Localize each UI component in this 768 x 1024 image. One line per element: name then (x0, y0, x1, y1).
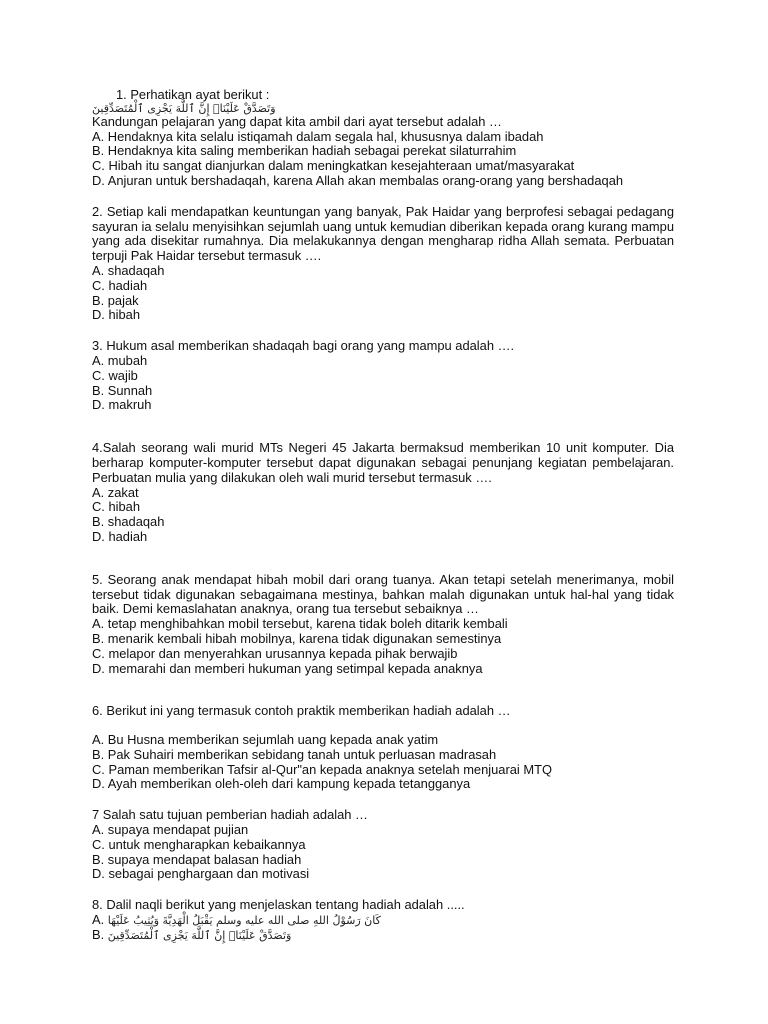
question-7-text: 7 Salah satu tujuan pemberian hadiah adalah … (92, 807, 368, 823)
question-3-option-c: C. wajib (92, 367, 138, 383)
question-4 (92, 441, 674, 545)
question-7-option-c: C. untuk mengharapkan kebaikannya (92, 836, 306, 852)
question-5-option-b: B. menarik kembali hibah mobilnya, karena tidak digunakan semestinya (92, 630, 502, 646)
question-6-option-a: A. Bu Husna memberikan sejumlah uang kepada anak yatim (92, 732, 439, 748)
question-6-stem: Berikut ini yang termasuk contoh praktik memberikan hadiah adalah … (102, 703, 511, 719)
question-7-option-d: D. sebagai penghargaan dan motivasi (92, 866, 310, 882)
question-6 (92, 704, 674, 792)
question-5 (92, 573, 674, 677)
question-6-option-b: B. Pak Suhairi memberikan sebidang tanah untuk perluasan madrasah (92, 746, 497, 762)
question-6-option-d: D. Ayah memberikan oleh-oleh dari kampung kepada tetangganya (92, 776, 471, 792)
question-3-text: 3. Hukum asal memberikan shadaqah bagi orang yang mampu adalah …. (92, 338, 515, 354)
question-4-option-a: A. zakat (92, 484, 139, 500)
question-8-option-a-arabic: كَانَ رَسُوْلُ اللهِ صلى الله عليه وسلم يَقْبَلُ الْهَدِيَّةَ وَيُثِيبُ عَلَيْهَا (107, 914, 381, 928)
question-4-option-c: C. hibah (92, 499, 141, 515)
question-6-option-c: C. Paman memberikan Tafsir al-Qur"an kepada anaknya setelah menjuarai MTQ (92, 761, 553, 777)
question-4-option-d: D. hadiah (92, 528, 148, 544)
question-1-option-b: B. Hendaknya kita saling memberikan hadiah sebagai perekat silaturrahim (92, 143, 517, 159)
question-1-text: Kandungan pelajaran yang dapat kita ambil dari ayat tersebut adalah … (92, 113, 502, 129)
question-1-option-d: D. Anjuran untuk bershadaqah, karena Allah akan membalas orang-orang yang bershadaqah (92, 172, 624, 188)
question-1 (92, 88, 674, 189)
question-3-option-b: B. Sunnah (92, 382, 153, 398)
question-4-option-b: B. shadaqah (92, 514, 165, 530)
question-6-text (92, 704, 674, 719)
question-8-option-a (92, 913, 674, 928)
question-8-option-a-label: A. (92, 912, 105, 928)
question-7 (92, 808, 674, 882)
question-5-option-c: C. melapor dan menyerahkan urusannya kepada pihak berwajib (92, 645, 458, 661)
question-6-number: 6. (92, 703, 103, 719)
question-1-arabic-verse: وَتَصَدَّقْ عَلَيْنَاۖ إِنَّ ٱللَّهَ يَجْزِى ٱلْمُتَصَدِّقِينَ (92, 101, 276, 115)
question-2 (92, 205, 674, 323)
question-2-option-c: C. hadiah (92, 277, 148, 293)
question-3 (92, 339, 674, 413)
question-8-option-b-label: B. (92, 926, 105, 942)
question-2-option-a: A. shadaqah (92, 262, 165, 278)
question-8-text: 8. Dalil naqli berikut yang menjelaskan tentang hadiah adalah ..... (92, 897, 465, 913)
question-1-option-a: A. Hendaknya kita selalu istiqamah dalam segala hal, khususnya dalam ibadah (92, 128, 544, 144)
question-2-option-d: D. hibah (92, 307, 141, 323)
question-7-option-a: A. supaya mendapat pujian (92, 822, 249, 838)
question-1-option-c: C. Hibah itu sangat dianjurkan dalam meningkatkan kesejahteraan umat/masyarakat (92, 158, 575, 174)
question-3-option-a: A. mubah (92, 352, 148, 368)
question-8 (92, 898, 674, 942)
question-8-option-b-arabic: وَتَصَدَّقْ عَلَيْنَاۖ إِنَّ ٱللَّهَ يَجْزِى ٱلْمُتَصَدِّقِينَ (107, 928, 292, 942)
question-2-option-b: B. pajak (92, 292, 139, 308)
question-4-text: 4.Salah seorang wali murid MTs Negeri 45 Jakarta bermaksud memberikan 10 unit komputer. Dia berharap komputer-komputer tersebut dapat digunakan sebagai penunjang kegiatan pembelajaran. Perbuatan mulia yang dilakukan oleh wali murid tersebut termasuk …. (92, 440, 674, 485)
question-5-text: 5. Seorang anak mendapat hibah mobil dari orang tuanya. Akan tetapi setelah menerimanya, mobil tersebut tidak digunakan sebagaimana mestinya, bahkan malah digunakan untuk hal-hal yang tidak baik. Demi kemaslahatan anaknya, orang tua tersebut sebaiknya … (92, 571, 674, 617)
question-7-option-b: B. supaya mendapat balasan hadiah (92, 851, 302, 867)
question-5-option-d: D. memarahi dan memberi hukuman yang setimpal kepada anaknya (92, 660, 483, 676)
question-8-option-b (92, 928, 674, 943)
question-2-text: 2. Setiap kali mendapatkan keuntungan yang banyak, Pak Haidar yang berprofesi sebagai pedagang sayuran ia selalu menyisihkan sejumlah uang untuk kemudian diberikan kepada orang kurang mampu yang ada disekitar rumahnya. Dia melakukannya dengan mengharap ridha Allah semata. Perbuatan terpuji Pak Haidar tersebut termasuk …. (92, 203, 674, 264)
question-3-option-d: D. makruh (92, 397, 152, 413)
question-5-option-a: A. tetap menghibahkan mobil tersebut, karena tidak boleh ditarik kembali (92, 616, 508, 632)
question-1-title: 1. Perhatikan ayat berikut : (116, 87, 270, 102)
question-sheet (92, 88, 674, 943)
